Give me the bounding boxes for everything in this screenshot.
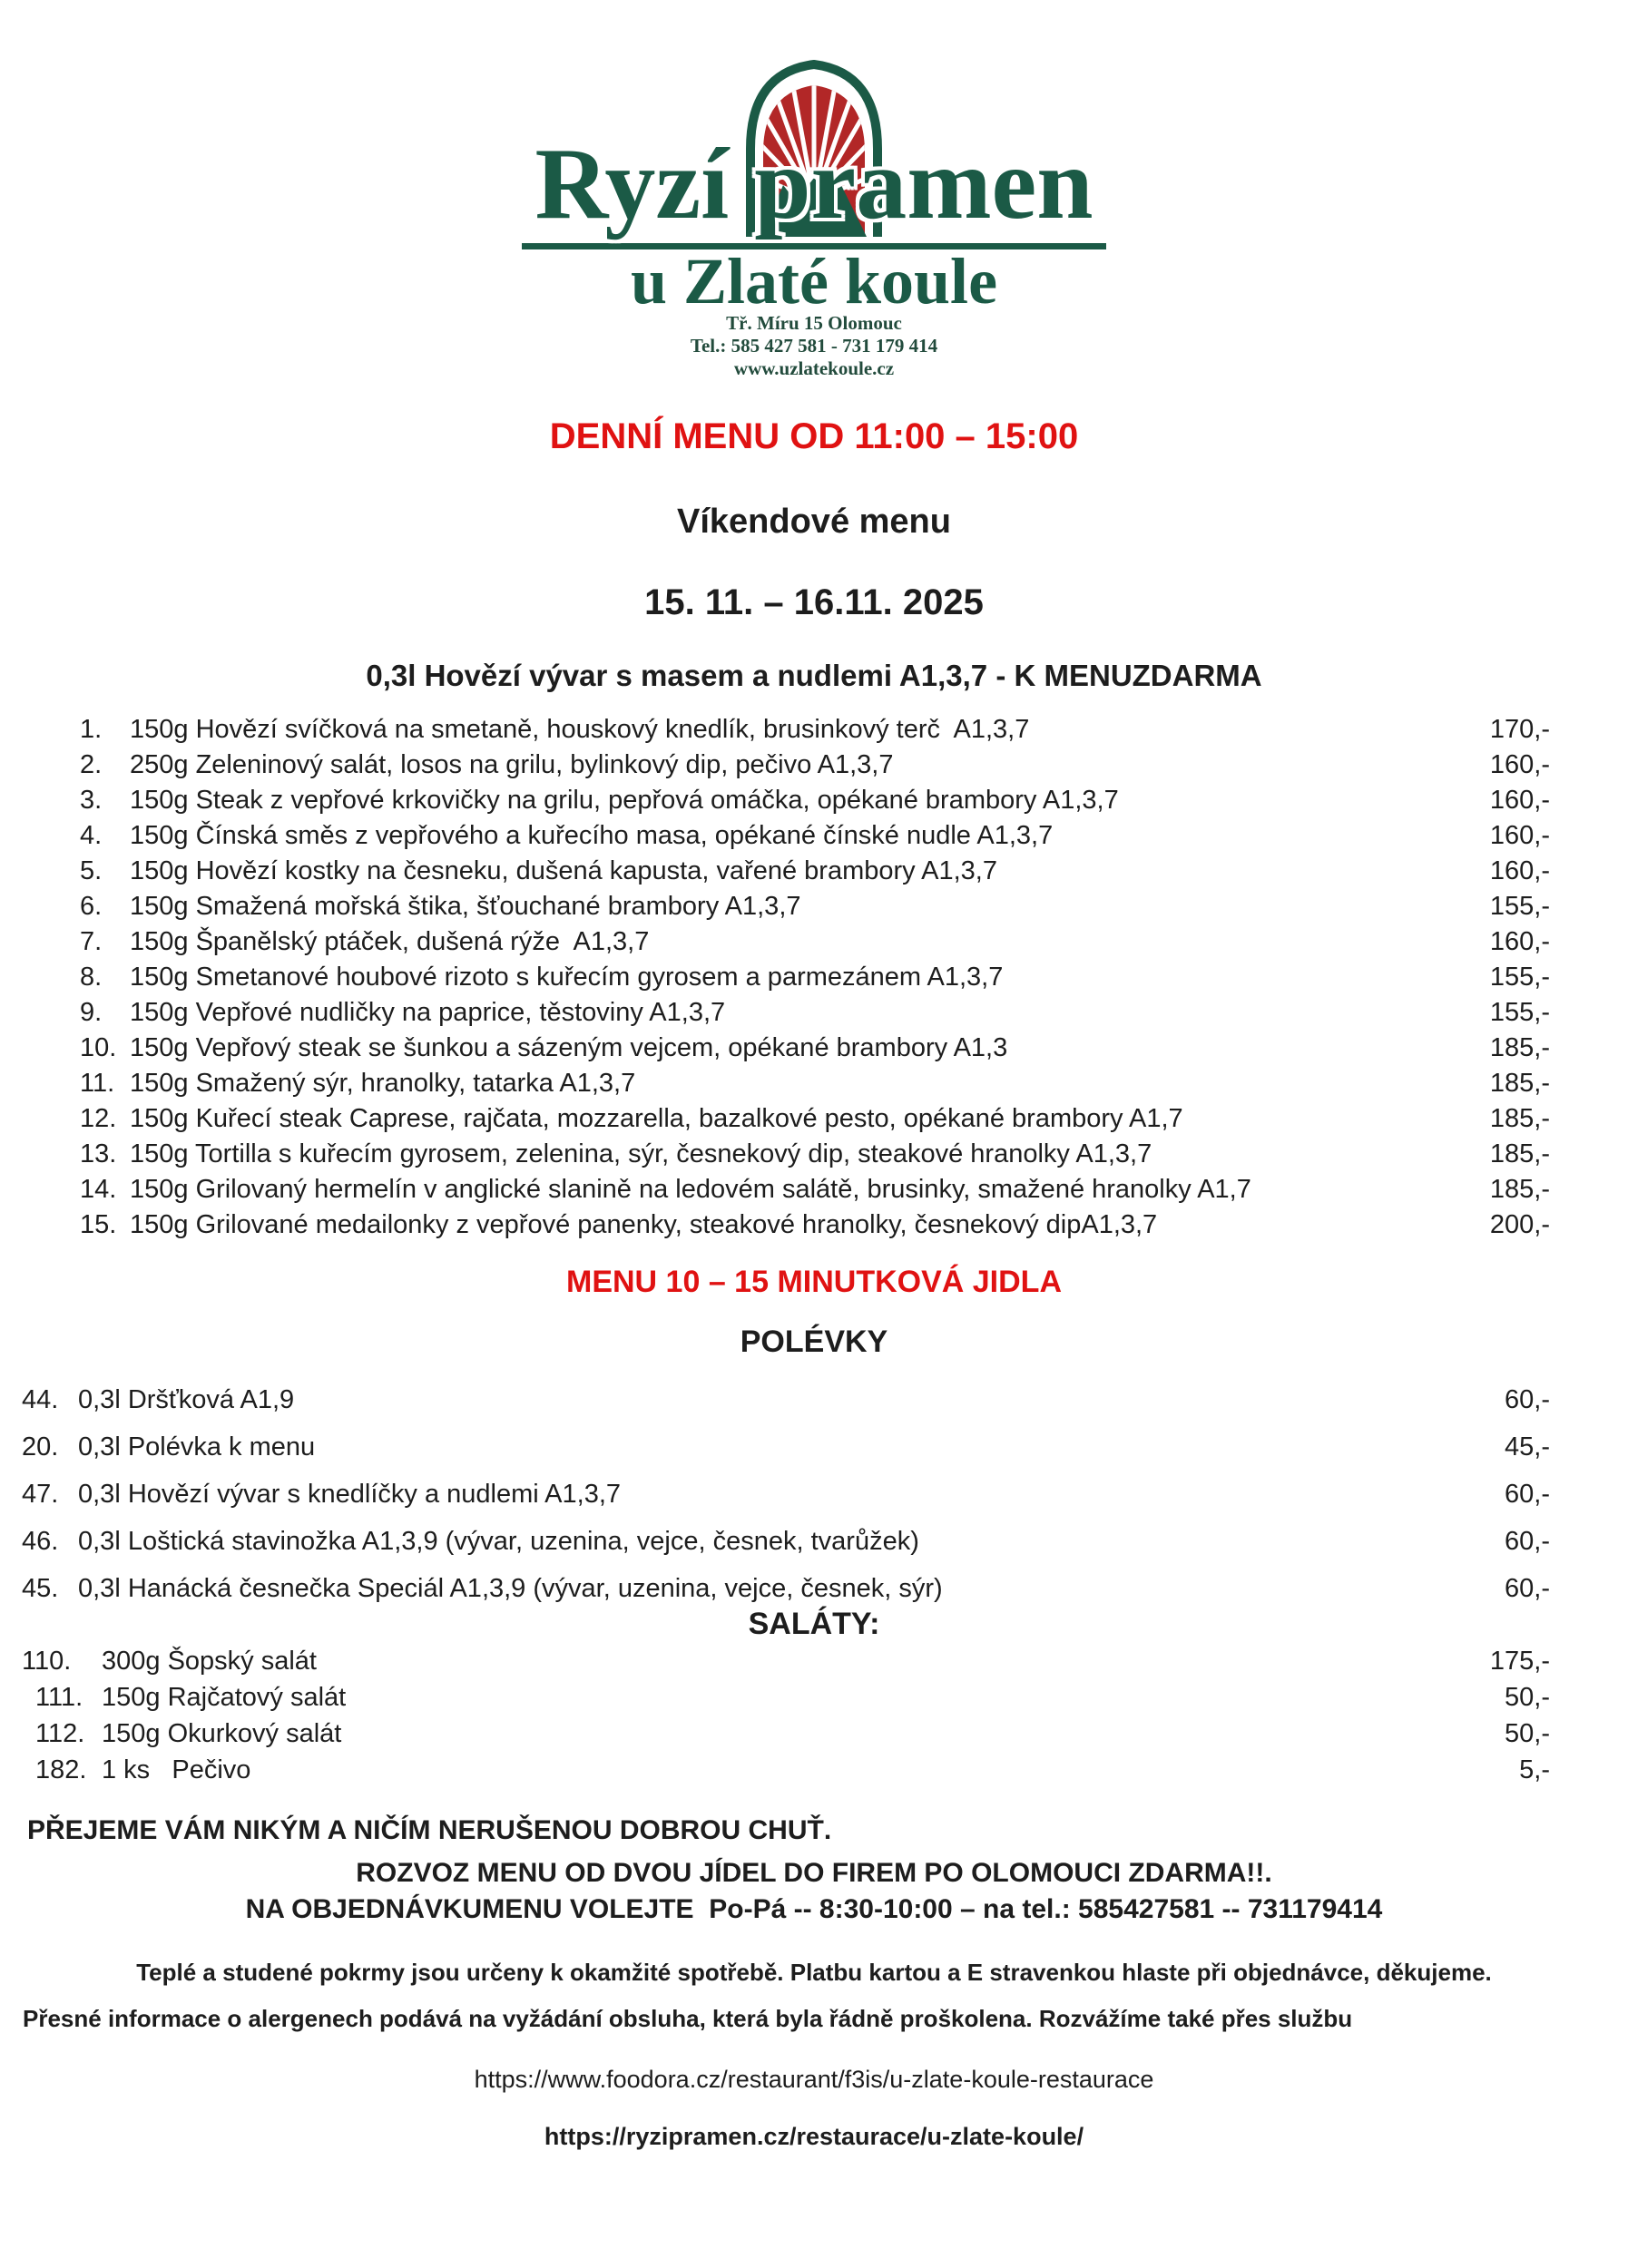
delivery-line: ROZVOZ MENU OD DVOU JÍDEL DO FIREM PO OLOMOUCI ZDARMA!!. xyxy=(356,1857,1272,1888)
item-description: 0,3l Polévka k menu xyxy=(78,1432,316,1462)
main-menu-list xyxy=(80,712,1550,1243)
order-phone-line: NA OBJEDNÁVKUMENU VOLEJTE Po-Pá -- 8:30-10:00 – na tel.: 585427581 -- 731179414 xyxy=(245,1894,1383,1925)
item-price: 185,- xyxy=(1489,1104,1550,1133)
item-price: 200,- xyxy=(1489,1210,1550,1239)
restaurant-header xyxy=(0,0,1628,408)
item-price: 160,- xyxy=(1489,786,1550,815)
item-description: 0,3l Hanácká česnečka Speciál A1,3,9 (vývar, uzenina, vejce, česnek, sýr) xyxy=(78,1574,943,1604)
menu-item-row xyxy=(80,1031,1550,1066)
item-number: 10. xyxy=(80,1033,117,1062)
item-description: 150g Tortilla s kuřecím gyrosem, zelenina, sýr, česnekový dip, steakové hranolky A1,3,7 xyxy=(130,1139,1152,1168)
item-price: 60,- xyxy=(1505,1574,1550,1604)
soup-row xyxy=(22,1376,1550,1423)
menu-item-row xyxy=(80,1207,1550,1243)
item-price: 185,- xyxy=(1489,1175,1550,1204)
item-description: 0,3l Loštická stavinožka A1,3,9 (vývar, uzenina, vejce, česnek, tvarůžek) xyxy=(78,1527,919,1557)
menu-item-row xyxy=(80,783,1550,818)
menu-item-row xyxy=(80,818,1550,854)
item-description: 150g Čínská směs z vepřového a kuřecího masa, opékané čínské nudle A1,3,7 xyxy=(130,821,1054,850)
item-description: 150g Steak z vepřové krkovičky na grilu, pepřová omáčka, opékané brambory A1,3,7 xyxy=(130,786,1119,815)
soups-title: POLÉVKY xyxy=(740,1324,888,1359)
item-number: 1. xyxy=(80,715,103,744)
item-number: 9. xyxy=(80,998,103,1027)
item-price: 185,- xyxy=(1489,1069,1550,1098)
item-price: 60,- xyxy=(1505,1480,1550,1510)
item-description: 0,3l Dršťková A1,9 xyxy=(78,1385,295,1415)
salad-row xyxy=(22,1643,1550,1679)
item-description: 150g Grilované medailonky z vepřové panenky, steakové hranolky, česnekový dipA1,3,7 xyxy=(130,1210,1158,1239)
item-number: 182. xyxy=(35,1755,87,1785)
item-price: 160,- xyxy=(1489,750,1550,779)
consumption-note: Teplé a studené pokrmy jsou určeny k okamžité spotřebě. Platbu kartou a E stravenkou hlaste při objednávce, děkujeme. xyxy=(136,1958,1492,1986)
item-price: 160,- xyxy=(1489,927,1550,956)
item-description: 250g Zeleninový salát, losos na grilu, bylinkový dip, pečivo A1,3,7 xyxy=(130,750,894,779)
item-number: 11. xyxy=(80,1069,115,1098)
salad-list xyxy=(22,1643,1550,1788)
item-description: 1 ks Pečivo xyxy=(102,1755,251,1785)
item-price: 175,- xyxy=(1489,1647,1550,1677)
minute-meals-title: MENU 10 – 15 MINUTKOVÁ JIDLA xyxy=(566,1265,1062,1299)
restaurant-subtitle: u Zlaté koule xyxy=(630,245,998,318)
item-description: 150g Hovězí svíčková na smetaně, houskový knedlík, brusinkový terč A1,3,7 xyxy=(130,715,1030,744)
salad-row xyxy=(22,1679,1550,1716)
salad-row xyxy=(22,1716,1550,1752)
item-description: 150g Grilovaný hermelín v anglické slanině na ledovém salátě, brusinky, smažené hranolky A1,7 xyxy=(130,1175,1251,1204)
item-description: 150g Hovězí kostky na česneku, dušená kapusta, vařené brambory A1,3,7 xyxy=(130,856,997,885)
item-price: 50,- xyxy=(1505,1683,1550,1713)
item-price: 160,- xyxy=(1489,856,1550,885)
item-price: 155,- xyxy=(1489,963,1550,992)
item-price: 45,- xyxy=(1505,1432,1550,1462)
item-price: 155,- xyxy=(1489,892,1550,921)
restaurant-name: Ryzí pramen xyxy=(522,132,1105,249)
menu-item-row xyxy=(80,1101,1550,1137)
menu-item-row xyxy=(80,1066,1550,1101)
item-price: 50,- xyxy=(1505,1719,1550,1749)
allergen-note: Přesné informace o alergenech podává na vyžádání obsluha, která byla řádně proškolena. Rozvážíme také přes službu xyxy=(23,2004,1353,2032)
item-number: 5. xyxy=(80,856,103,885)
item-description: 0,3l Hovězí vývar s knedlíčky a nudlemi A1,3,7 xyxy=(78,1480,622,1510)
item-number: 4. xyxy=(80,821,103,850)
item-number: 45. xyxy=(22,1574,59,1604)
menu-item-row xyxy=(80,854,1550,889)
item-description: 150g Smetanové houbové rizoto s kuřecím gyrosem a parmezánem A1,3,7 xyxy=(130,963,1004,992)
soup-row xyxy=(22,1423,1550,1471)
contact-block xyxy=(0,312,1628,380)
item-description: 150g Rajčatový salát xyxy=(102,1683,347,1713)
soup-list xyxy=(22,1376,1550,1612)
item-number: 2. xyxy=(80,750,103,779)
item-price: 155,- xyxy=(1489,998,1550,1027)
item-description: 150g Okurkový salát xyxy=(102,1719,342,1749)
item-number: 44. xyxy=(22,1385,59,1415)
item-number: 112. xyxy=(35,1719,85,1749)
item-description: 150g Vepřové nudličky na paprice, těstoviny A1,3,7 xyxy=(130,998,726,1027)
weekend-menu-title: Víkendové menu xyxy=(677,503,951,541)
item-price: 60,- xyxy=(1505,1385,1550,1415)
salads-title: SALÁTY: xyxy=(748,1607,880,1642)
item-description: 150g Smažený sýr, hranolky, tatarka A1,3,7 xyxy=(130,1069,636,1098)
soup-row xyxy=(22,1565,1550,1612)
item-description: 150g Kuřecí steak Caprese, rajčata, mozzarella, bazalkové pesto, opékané brambory A1,7 xyxy=(130,1104,1183,1133)
menu-item-row xyxy=(80,960,1550,995)
item-description: 300g Šopský salát xyxy=(102,1647,317,1677)
item-description: 150g Španělský ptáček, dušená rýže A1,3,7 xyxy=(130,927,650,956)
item-price: 160,- xyxy=(1489,821,1550,850)
item-number: 8. xyxy=(80,963,103,992)
item-description: 150g Vepřový steak se šunkou a sázeným vejcem, opékané brambory A1,3 xyxy=(130,1033,1008,1062)
ryzipramen-link[interactable]: https://ryzipramen.cz/restaurace/u-zlate-koule/ xyxy=(544,2122,1084,2150)
salad-row xyxy=(22,1752,1550,1788)
item-number: 20. xyxy=(22,1432,59,1462)
menu-item-row xyxy=(80,995,1550,1031)
menu-item-row xyxy=(80,889,1550,924)
item-number: 110. xyxy=(22,1647,72,1677)
item-number: 14. xyxy=(80,1175,117,1204)
item-price: 60,- xyxy=(1505,1527,1550,1557)
item-number: 13. xyxy=(80,1139,117,1168)
item-number: 111. xyxy=(35,1683,83,1713)
menu-item-row xyxy=(80,748,1550,783)
item-description: 150g Smažená mořská štika, šťouchané brambory A1,3,7 xyxy=(130,892,801,921)
item-number: 46. xyxy=(22,1527,59,1557)
foodora-link[interactable]: https://www.foodora.cz/restaurant/f3is/u-zlate-koule-restaurace xyxy=(474,2065,1154,2093)
item-number: 6. xyxy=(80,892,103,921)
item-price: 170,- xyxy=(1489,715,1550,744)
address-line: Tř. Míru 15 Olomouc xyxy=(726,312,902,334)
menu-item-row xyxy=(80,924,1550,960)
item-number: 47. xyxy=(22,1480,59,1510)
item-number: 15. xyxy=(80,1210,117,1239)
bon-appetit-line: PŘEJEME VÁM NIKÝM A NIČÍM NERUŠENOU DOBROU CHUŤ. xyxy=(27,1815,832,1846)
website-line: www.uzlatekoule.cz xyxy=(733,357,895,379)
item-number: 3. xyxy=(80,786,103,815)
menu-item-row xyxy=(80,712,1550,748)
item-number: 12. xyxy=(80,1104,117,1133)
phone-line: Tel.: 585 427 581 - 731 179 414 xyxy=(690,335,938,357)
item-price: 5,- xyxy=(1519,1755,1550,1785)
daily-menu-title: DENNÍ MENU OD 11:00 – 15:00 xyxy=(549,416,1079,456)
soup-row xyxy=(22,1471,1550,1518)
soup-row xyxy=(22,1518,1550,1565)
free-soup-note: 0,3l Hovězí vývar s masem a nudlemi A1,3,7 - K MENUZDARMA xyxy=(366,659,1262,692)
date-range: 15. 11. – 16.11. 2025 xyxy=(644,582,984,622)
menu-item-row xyxy=(80,1172,1550,1207)
item-price: 185,- xyxy=(1489,1139,1550,1168)
menu-item-row xyxy=(80,1137,1550,1172)
item-price: 185,- xyxy=(1489,1033,1550,1062)
item-number: 7. xyxy=(80,927,103,956)
